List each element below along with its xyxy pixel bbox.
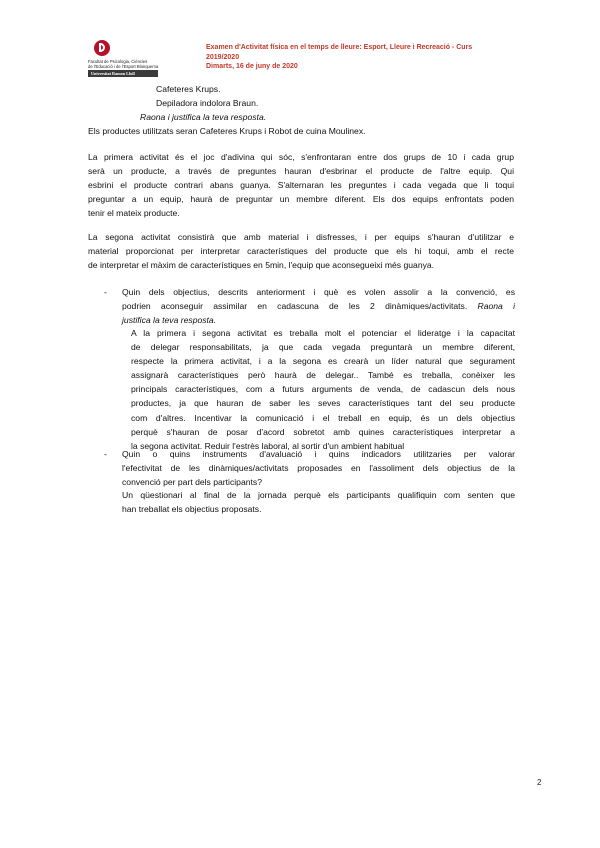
paragraph-line: tenir el mateix producte. [88,208,180,219]
paragraph-line: La primera activitat és el joc d'adivina qui sóc, s'enfrontaran entre dos grups de 10 i cada grup [88,152,514,162]
paragraph-activity-1 [88,150,514,220]
logo-mark-icon [94,40,110,56]
logo-text-line1: Facultat de Psicologia, Ciències [88,59,148,64]
answer-line: productes, ja que hauran de saber les seves característiques tant del seu producte [131,398,515,409]
question-line: convenció per part dels participants? [122,477,262,488]
paragraph-line: esbrini el producte contrari abans guanya. S'alternaran les preguntes i cada vegada que li toqui [88,180,514,191]
product-item: Depiladora indolora Braun. [156,98,259,109]
product-list [156,82,258,110]
answer-line: Un qüestionari al final de la jornada perquè els participants qualifiquin com senten que [122,490,515,500]
question-italic: Raona i [477,301,516,312]
answer-line: de delegar responsabilitats, ja que cada vegada preguntarà un membre diferent, [131,342,515,353]
logo-band: Universitat Ramon Llull [88,70,158,77]
answer-line: A la primera i segona activitat es treballa molt el potenciar el lideratge i la capacitat [131,328,515,338]
answer-line: han treballat els objectius proposats. [122,504,262,515]
exam-date: Dimarts, 16 de juny de 2020 [206,63,298,71]
exam-header [206,43,516,72]
paragraph-line: de interpretar el màxim de característiques en 5min, l'equip que aconsegueixi més guanya. [88,260,435,271]
answer-1 [131,326,515,453]
product-item: Cafeteres Krups. [156,84,221,94]
question-line [122,299,515,313]
question-line: l'efectivitat de les dinàmiques/activitats proposades en l'assoliment dels objectius de la [122,463,515,474]
page-number: 2 [537,778,542,787]
answer-line: principals característiques, com a futurs arguments de venda, de cadascun dels nous [131,384,515,395]
answer-line: respecte la primera activitat, i a la segona es crearà un líder natural que segurament [131,356,515,367]
paragraph-activity-2 [88,230,514,272]
intro-paragraph [88,124,366,138]
intro-line: Els productes utilitzats seran Cafeteres Krups i Robot de cuina Moulinex. [88,126,366,136]
bullet-dash: - [104,449,107,459]
answer-line: com d'altres. Incentivar la comunicació i el treball en equip, és un dels objectius [131,412,515,423]
exam-title-line1: Examen d'Activitat física en el temps de lleure: Esport, Lleure i Recreació - Curs [206,44,473,51]
paragraph-line: material proporcionat per interpretar característiques del producte que els hi toqui, amb el recte [88,246,514,257]
paragraph-line: serà un producte, a través de preguntes hauran d'esbrinar el producte de l'altre equip. Qui [88,166,514,177]
bullet-dash: - [104,287,107,297]
question-line: justifica la teva resposta. [122,315,217,326]
answer-line: assignarà característiques però haurà de delegar.. També es treballa, conèixer les [131,370,515,381]
paragraph-line: preguntar a un equip, haurà de preguntar un membre diferent. Els dos equips enfrontats poden [88,194,514,205]
question-line: Quin o quins instruments d'avaluació i quins indicadors utilitzaries per valorar [122,449,515,459]
question-1 [122,285,515,327]
university-logo [88,40,198,82]
question-2 [122,447,515,489]
answer-line: perquè s'hauran de posar d'acord sobretot amb quines característiques interpretar a [131,426,515,437]
logo-text-line2: de l'Educació i de l'Esport Blanquerna [88,64,159,69]
reason-instruction: Raona i justifica la teva resposta. [140,112,267,122]
answer-2 [122,488,515,516]
question-line: Quin dels objectius, descrits anteriorment i què es volen assolir a la convenció, es [122,287,515,297]
answer-line: la segona activitat. Reduir l'estrès laboral, al sortir d'un ambient habitual [131,440,405,451]
exam-title-line2: 2019/2020 [206,53,240,61]
paragraph-line: La segona activitat consistirà que amb material i disfresses, i per equips s'hauran d'utilitzar e [88,232,514,242]
question-text: podrien aconseguir assimilar en cadascuna de les 2 dinàmiques/activitats. [122,301,468,312]
